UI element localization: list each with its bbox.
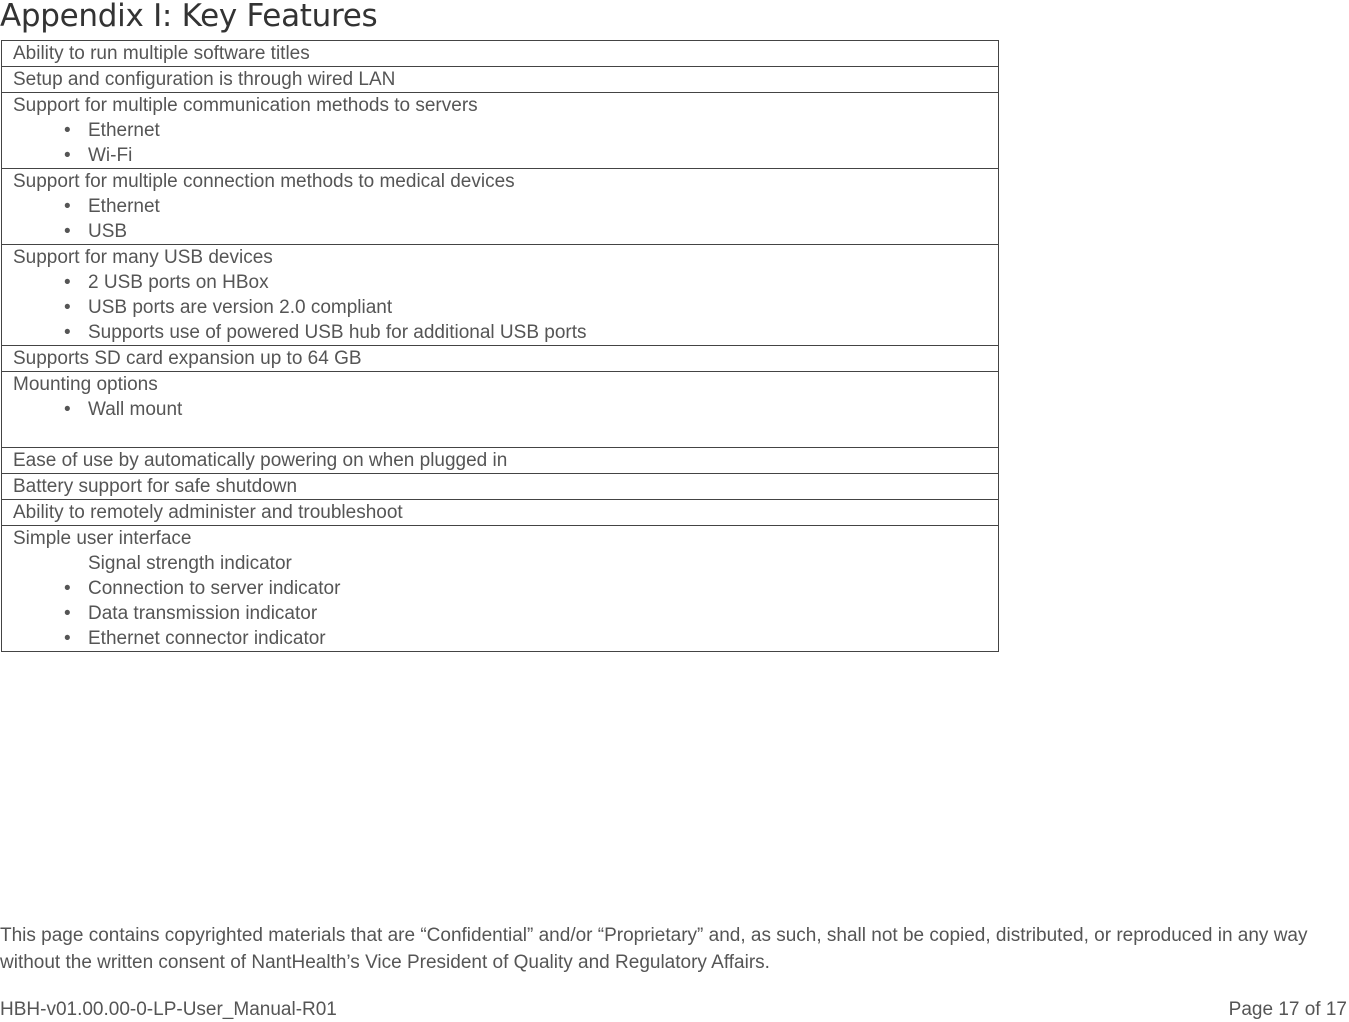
document-id: HBH-v01.00.00-0-LP-User_Manual-R01 <box>0 999 337 1020</box>
feature-text: Ease of use by automatically powering on when plugged in <box>13 450 508 471</box>
feature-text: Supports SD card expansion up to 64 GB <box>13 348 362 369</box>
list-item: • Connection to server indicator <box>13 576 998 601</box>
page-title: Appendix I: Key Features <box>0 0 378 34</box>
feature-text: Mounting options <box>13 374 158 395</box>
feature-cell <box>2 448 999 474</box>
bullet-list <box>13 551 998 651</box>
feature-text: Ability to remotely administer and troubleshoot <box>13 502 403 523</box>
feature-text: Ability to run multiple software titles <box>13 43 310 64</box>
feature-cell <box>2 346 999 372</box>
bullet-list <box>13 118 998 168</box>
list-item: • USB <box>13 219 998 244</box>
table-row <box>2 93 999 169</box>
list-item: • 2 USB ports on HBox <box>13 270 998 295</box>
feature-text: Battery support for safe shutdown <box>13 476 298 497</box>
table-row <box>2 526 999 652</box>
table-row <box>2 372 999 448</box>
feature-text: Simple user interface <box>13 528 192 549</box>
feature-cell <box>2 67 999 93</box>
list-item: • Ethernet <box>13 194 998 219</box>
feature-text: Setup and configuration is through wired LAN <box>13 69 396 90</box>
feature-cell <box>2 93 999 169</box>
feature-text: Support for multiple communication methods to servers <box>13 95 478 116</box>
feature-cell <box>2 474 999 500</box>
list-item: • USB ports are version 2.0 compliant <box>13 295 998 320</box>
table-row <box>2 41 999 67</box>
feature-cell <box>2 526 999 652</box>
feature-cell <box>2 372 999 448</box>
table-row <box>2 474 999 500</box>
blank-line <box>13 422 998 447</box>
table-row <box>2 500 999 526</box>
list-item: • Ethernet connector indicator <box>13 626 998 651</box>
table-row <box>2 169 999 245</box>
confidentiality-notice: This page contains copyrighted materials that are “Confidential” and/or “Proprietary” and, as such, shall not be copied, distributed, or reproduced in any way without the written consent of NantHealth’s Vice President of Quality and Regulatory Affairs. <box>0 925 1308 973</box>
list-item: • Wi-Fi <box>13 143 998 168</box>
list-item: • Supports use of powered USB hub for additional USB ports <box>13 320 998 345</box>
list-item: • Data transmission indicator <box>13 601 998 626</box>
feature-cell <box>2 41 999 67</box>
bullet-list <box>13 397 998 422</box>
feature-text: Support for many USB devices <box>13 247 273 268</box>
bullet-list <box>13 270 998 345</box>
table-row <box>2 448 999 474</box>
feature-text: Support for multiple connection methods to medical devices <box>13 171 515 192</box>
table-row <box>2 67 999 93</box>
list-item: • Wall mount <box>13 397 998 422</box>
table-row <box>2 346 999 372</box>
list-item: Signal strength indicator <box>88 553 292 574</box>
page-number: Page 17 of 17 <box>1228 999 1347 1020</box>
table-row <box>2 245 999 346</box>
feature-cell <box>2 245 999 346</box>
list-item: • Ethernet <box>13 118 998 143</box>
key-features-table <box>1 40 999 652</box>
feature-cell <box>2 169 999 245</box>
bullet-list <box>13 194 998 244</box>
feature-cell <box>2 500 999 526</box>
